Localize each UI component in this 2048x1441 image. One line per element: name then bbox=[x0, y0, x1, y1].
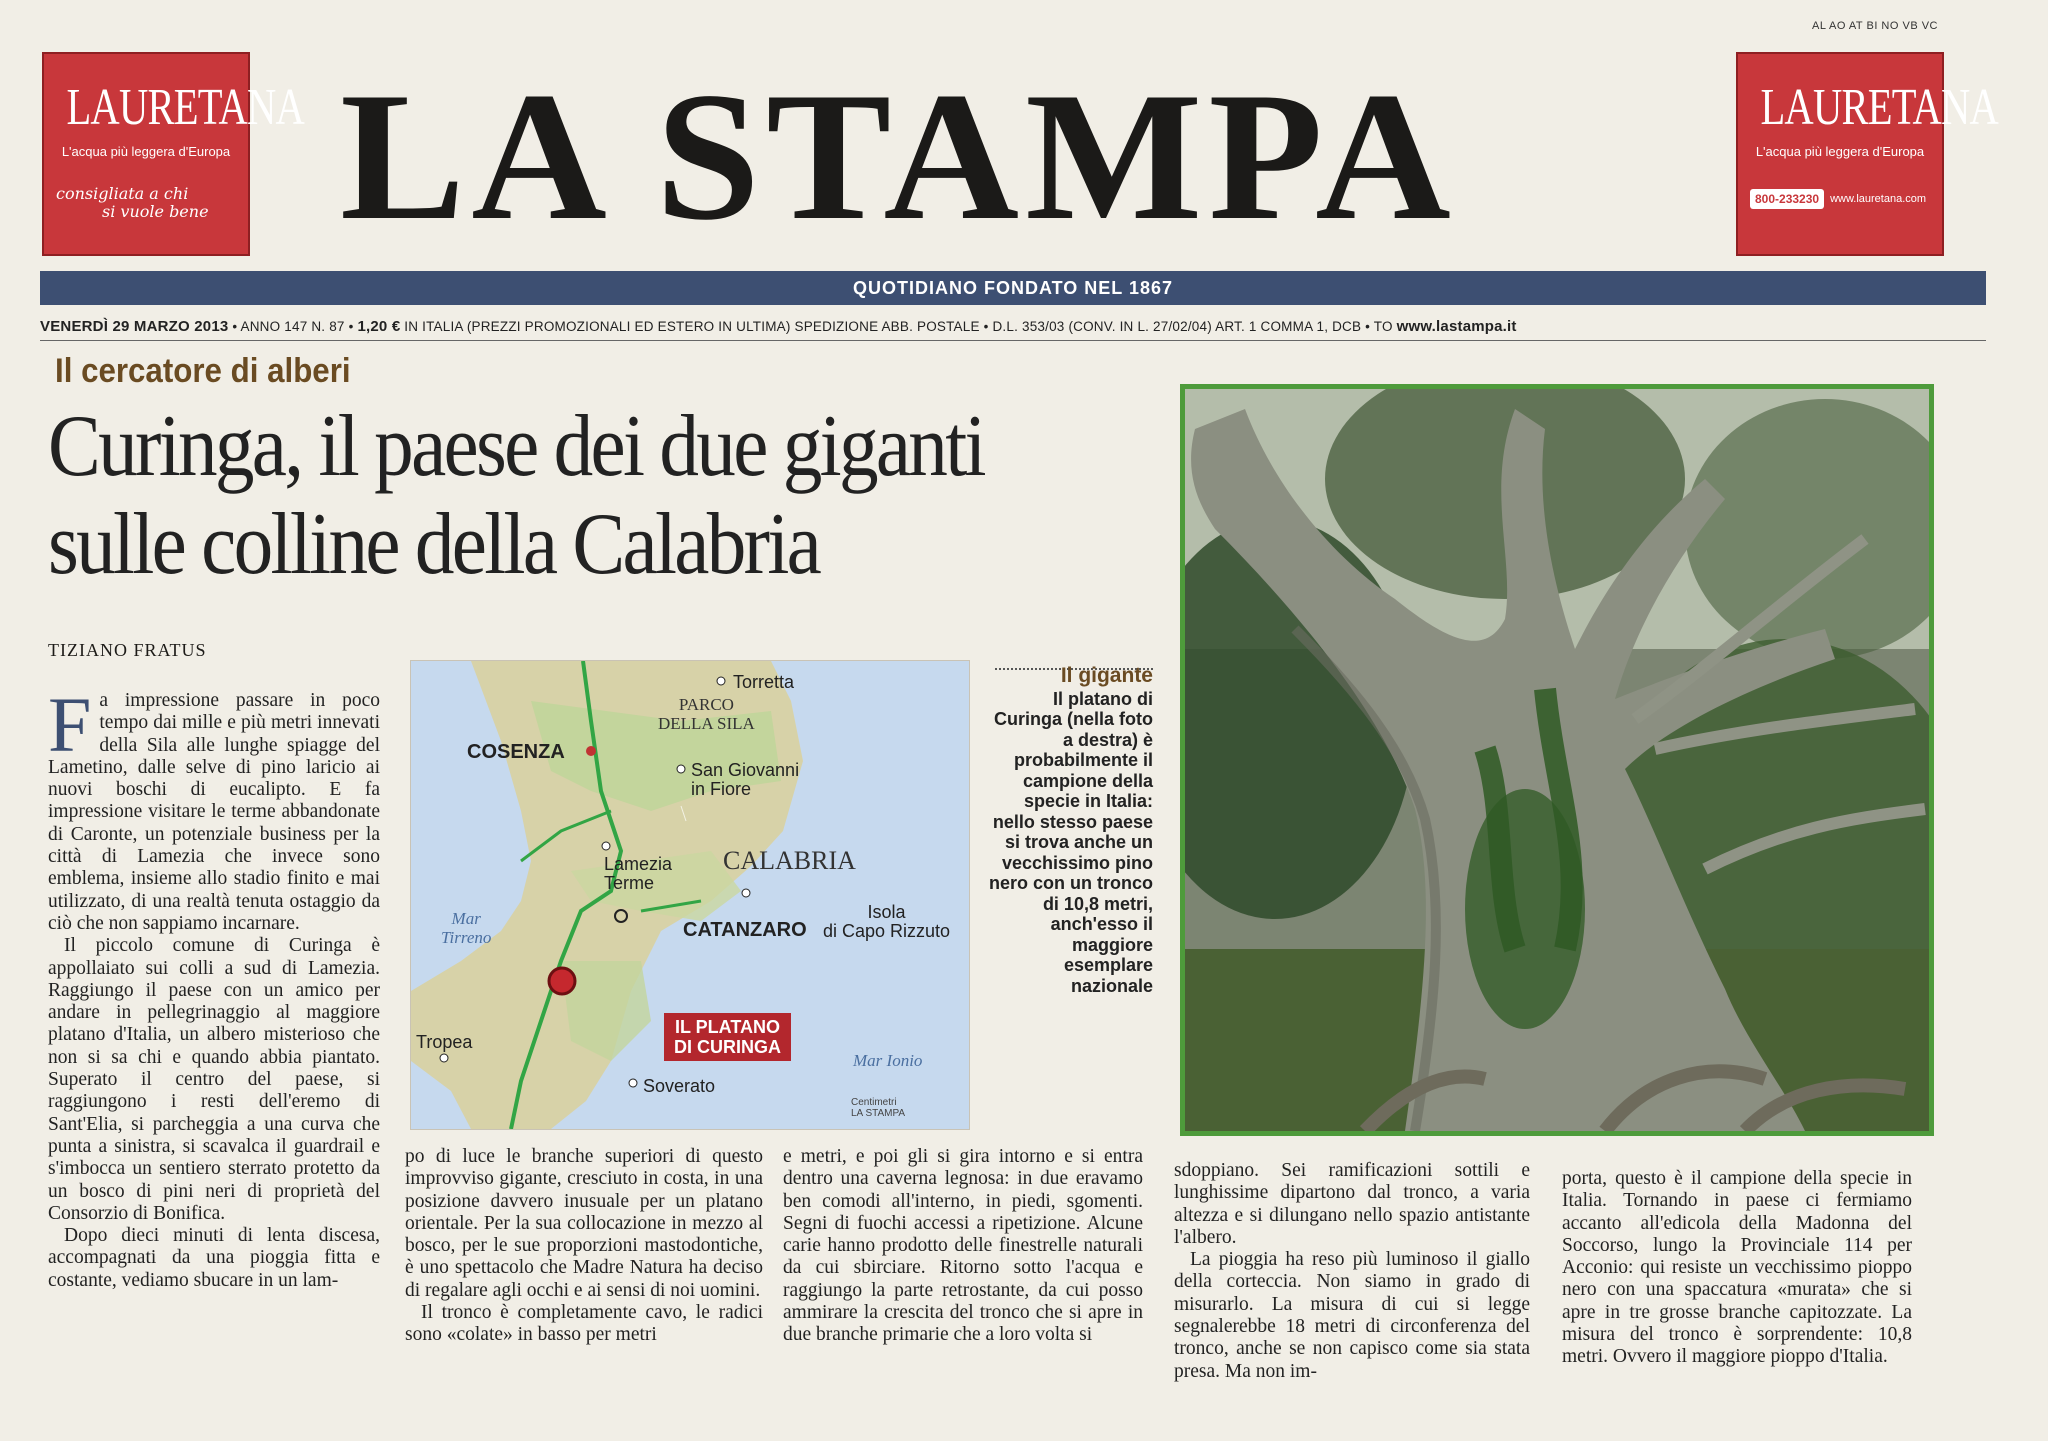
caption-title: Il gigante bbox=[1060, 664, 1153, 687]
masthead-title: LA STAMPA bbox=[340, 54, 1457, 258]
article-headline: Curinga, il paese dei due giganti sulle colline della Calabria bbox=[48, 398, 984, 593]
drop-cap: F bbox=[48, 681, 92, 768]
ad-web: www.lauretana.com bbox=[1830, 193, 1927, 205]
map-callout-platano: IL PLATANO DI CURINGA bbox=[664, 1013, 791, 1061]
map-label-tropea: Tropea bbox=[416, 1032, 473, 1052]
region-codes: AL AO AT BI NO VB VC bbox=[1812, 20, 1938, 32]
article-column-1: Fa impressione passare in poco tempo dai mille e più metri innevati della Sila alle lunghe spiagge del Lametino, dalle selve di pino laricio ai nuovi boschi di eucalipto. E fa impressione visitare le terme abbandonate di Caronte, un potenziale business per la città di Lamezia che invece sono emblema, insieme allo stadio finito e mai utilizzato, di una realtà tenuta ostaggio da ciò che non sappiamo incarnare. Il piccolo comune di Curinga è appollaiato sui colli a sud di Lamezia. Raggiungo il paese con un amico per andare in pellegrinaggio al maggiore platano d'Italia, un albero misterioso che non si sa chi e quando abbia piantato. Superato il centro del paese, si raggiungono i resti dell'eremo di Sant'Elia, si parcheggia a una curva che punta a sinistra, si scavalca il guardrail e s'imbocca un sentiero sterrato protetto da un bosco di pini neri di proprietà del Consorzio di Bonifica. Dopo dieci minuti di lenta discesa, accompagnati da una pioggia fitta e costante, vediamo sbucare in un lam- bbox=[48, 681, 380, 1291]
map-label-tirreno: Mar Tirreno bbox=[441, 909, 492, 947]
map-label-san-giovanni: San Giovanni in Fiore bbox=[691, 760, 800, 799]
map-label-catanzaro: CATANZARO bbox=[683, 919, 807, 941]
ad-tagline: L'acqua più leggera d'Europa bbox=[61, 144, 231, 159]
founded-bar: QUOTIDIANO FONDATO NEL 1867 bbox=[40, 271, 1986, 305]
article-column-2: po di luce le branche superiori di questo improvviso gigante, cresciuto in costa, in una posizione davvero inusuale per un platano orientale. Per la sua collocazione in mezzo al bosco, per le sue proporzioni mastodontiche, è uno spettacolo che Madre Natura ha deciso di regalare agli occhi e ai sensi di noi uomini. Il tronco è completamente cavo, le radici sono «colate» in basso per metri bbox=[405, 1146, 763, 1346]
tree-illustration bbox=[1185, 389, 1929, 1131]
article-column-5: porta, questo è il campione della specie in Italia. Tornando in paese ci fermiamo accanto all'edicola della Madonna del Soccorso, lungo la Provinciale 114 per Acconio: qui resiste un vecchissimo pioppo nero con una spaccatura «murata» che si apre in tre grosse branche capitozzate. La misura del tronco è sorprendente: 10,8 metri. Ovvero il maggiore pioppo d'Italia. bbox=[1562, 1168, 1912, 1368]
map-label-isola: Isola di Capo Rizzuto bbox=[823, 902, 951, 941]
map-credit: Centimetri LA STAMPA bbox=[851, 1097, 906, 1119]
issue-date: VENERDÌ 29 MARZO 2013 bbox=[40, 318, 229, 335]
map-label-ionio: Mar Ionio bbox=[853, 1051, 923, 1070]
map-label-torretta: Torretta bbox=[733, 672, 795, 692]
phone-number: 800-233230 bbox=[1750, 189, 1824, 209]
map-label-soverato: Soverato bbox=[643, 1076, 716, 1096]
article-kicker: Il cercatore di alberi bbox=[55, 352, 351, 390]
lauretana-ad-left[interactable] bbox=[42, 52, 305, 256]
issue-info-line: VENERDÌ 29 MARZO 2013 • ANNO 147 N. 87 • 1,20 € IN ITALIA (PREZZI PROMOZIONALI ED ESTERO IN ULTIMA) SPEDIZIONE ABB. POSTALE • D.L. 353/03 (CONV. IN L. 27/02/04) ART. 1 COMMA 1, DCB • TO www.lastampa.it bbox=[40, 318, 1517, 335]
ad-brand: LAURETANA bbox=[66, 79, 305, 136]
caption-text: Il platano di Curinga (nella foto a destra) è probabilmente il campione della specie in Italia: nello stesso paese si trova anche un vecchissimo pino nero con un tronco di 10,8 metri, anch'esso il maggiore esemplare nazionale bbox=[989, 688, 1153, 996]
calabria-map bbox=[410, 660, 970, 1130]
map-label-region: CALABRIA bbox=[723, 846, 856, 875]
header-divider bbox=[40, 340, 1986, 341]
article-column-4: sdoppiano. Sei ramificazioni sottili e lunghissime dipartono dal tronco, a varia altezza e si dilungano nello spazio antistante l'albero. La pioggia ha reso più luminoso il giallo della corteccia. Non siamo in grado di misurarlo. La misura di cui si legge segnalerebbe 18 metri di circonferenza del tronco, anche se non capisco come sia stata presa. Ma non im- bbox=[1174, 1160, 1530, 1382]
price: 1,20 € bbox=[357, 318, 401, 335]
ad-phone bbox=[1750, 189, 1942, 209]
article-column-3: e metri, e poi gli si gira intorno e si entra dentro una caverna legnosa: in due eravamo ben comodi all'interno, in piedi, sgomenti. Segni di fuochi accessi a ripetizione. Alcune carie hanno prodotto delle finestrelle naturali da cui sbirciare. Ritorno sotto l'acqua e raggiungo la parte retrostante, da cui posso ammirare la crescita del tronco che si apre in due branche primarie che a loro volta si bbox=[783, 1146, 1143, 1346]
ad-slogan: consigliata a chi si vuole bene bbox=[56, 184, 209, 221]
lauretana-ad-right[interactable] bbox=[1736, 52, 1999, 256]
map-label-cosenza: COSENZA bbox=[467, 741, 565, 763]
ad-tagline: L'acqua più leggera d'Europa bbox=[1755, 144, 1925, 159]
photo-caption bbox=[988, 666, 1153, 996]
map-label-park: PARCO DELLA SILA bbox=[658, 695, 755, 733]
ad-brand: LAURETANA bbox=[1760, 79, 1999, 136]
article-byline: TIZIANO FRATUS bbox=[48, 640, 207, 660]
website-link[interactable]: www.lastampa.it bbox=[1396, 318, 1517, 335]
plane-tree-photo bbox=[1180, 384, 1934, 1136]
map-label-lamezia: Lamezia Terme bbox=[604, 854, 673, 893]
